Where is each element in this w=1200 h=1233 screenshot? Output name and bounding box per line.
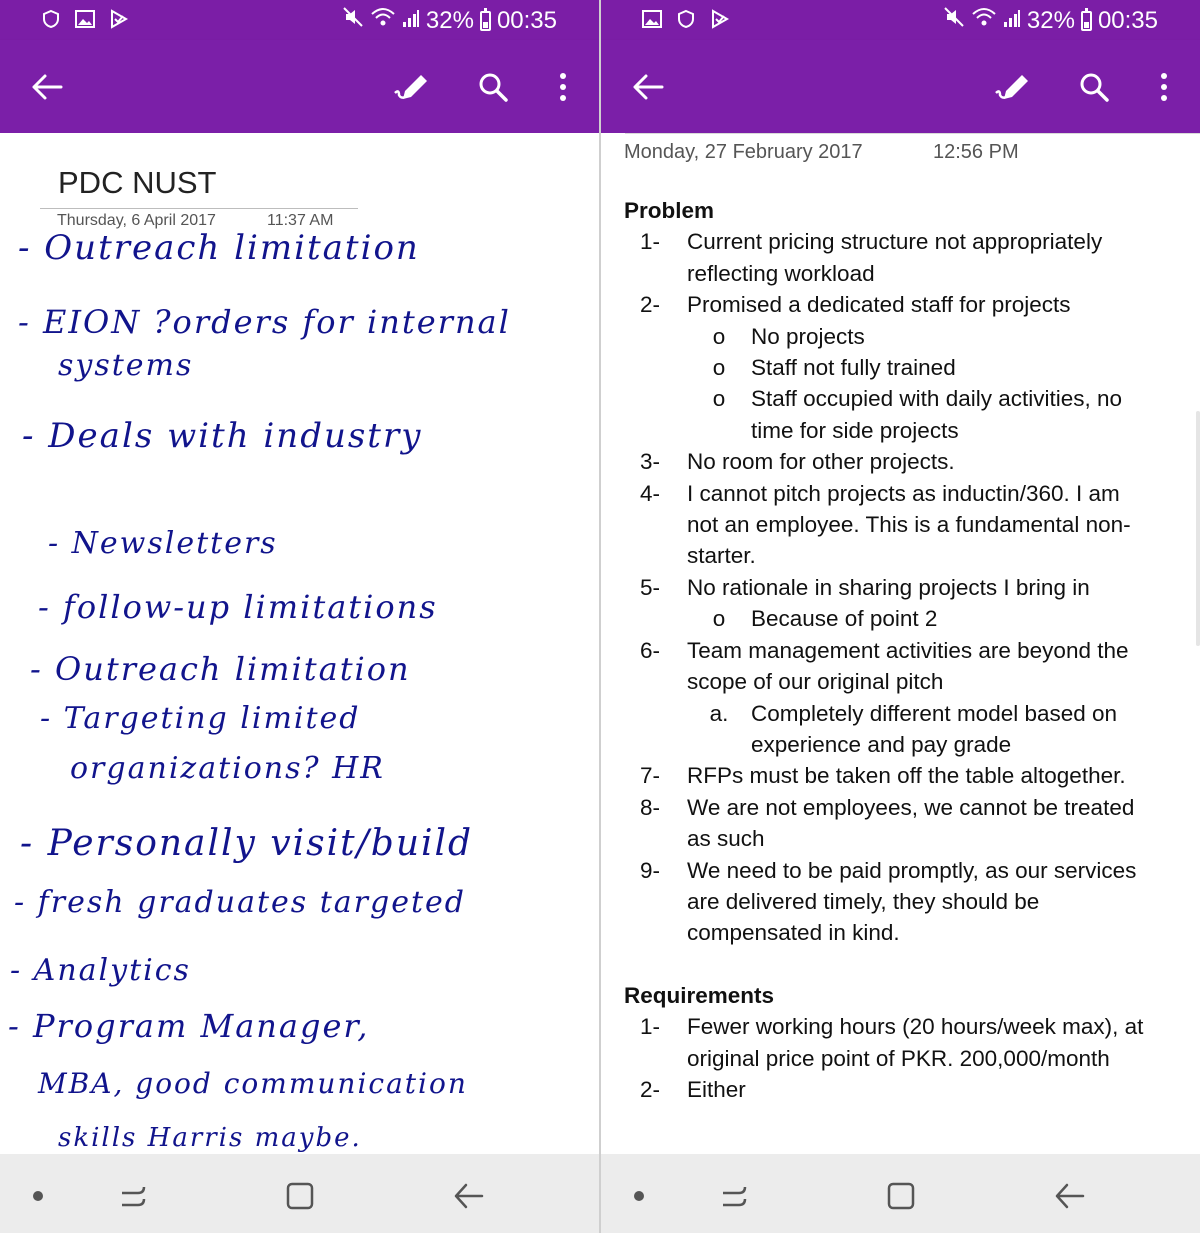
- dot-icon[interactable]: [18, 1176, 58, 1216]
- ink-line: organizations? HR: [70, 751, 385, 786]
- item-number: 1-: [640, 229, 661, 255]
- back-icon[interactable]: [1049, 1176, 1089, 1216]
- list-item: [624, 1074, 1144, 1105]
- system-nav-bar: [601, 1154, 1200, 1233]
- item-text: We need to be paid promptly, as our services are delivered timely, they should be compensated in kind.: [687, 857, 1137, 946]
- note-date: Thursday, 6 April 2017: [57, 212, 216, 229]
- bullet-marker: a.: [709, 700, 729, 726]
- spacer: [624, 949, 1144, 980]
- ink-line: - Newsletters: [48, 526, 278, 561]
- app-toolbar: [0, 40, 599, 133]
- item-number: 8-: [640, 794, 661, 820]
- status-bar: [601, 0, 1200, 40]
- shield-icon: [40, 8, 62, 30]
- note-time: 11:37 AM: [267, 212, 334, 229]
- section-heading: Problem: [624, 198, 715, 223]
- ink-line: - Program Manager,: [8, 1007, 370, 1045]
- note-time: 12:56 PM: [933, 141, 1019, 163]
- list-item: [624, 478, 1144, 572]
- note-date: Monday, 27 February 2017: [624, 141, 863, 163]
- note-canvas[interactable]: [0, 133, 599, 1154]
- item-text: Fewer working hours (20 hours/week max), at original price point of PKR. 200,000/month: [687, 1014, 1144, 1071]
- item-number: 4-: [640, 480, 661, 506]
- ink-line: - Outreach limitation: [30, 650, 411, 688]
- ink-line: - follow-up limitations: [38, 588, 438, 626]
- list-item: [624, 1011, 1144, 1074]
- note-body[interactable]: [624, 195, 1144, 1105]
- item-text: Completely different model based on experience and pay grade: [751, 700, 1118, 757]
- item-text: Team management activities are beyond the scope of our original pitch: [687, 637, 1129, 695]
- bullet-marker: o: [712, 323, 726, 349]
- list-item: [624, 446, 1144, 477]
- shield-icon: [675, 8, 697, 30]
- ink-line: skills Harris maybe.: [58, 1123, 362, 1153]
- search-icon[interactable]: [470, 64, 516, 110]
- bullet-marker: o: [712, 355, 726, 381]
- status-bar: [0, 0, 599, 40]
- battery-percent: 32%: [425, 6, 474, 34]
- item-text: Because of point 2: [751, 606, 938, 632]
- sub-list-item: [624, 352, 1144, 383]
- page-title: PDC NUST: [58, 165, 217, 200]
- note-page[interactable]: [601, 133, 1200, 1154]
- app-toolbar: [601, 40, 1200, 133]
- back-icon[interactable]: [448, 1176, 488, 1216]
- sub-list-item: [624, 321, 1144, 352]
- item-number: 1-: [640, 1014, 661, 1040]
- list-item: [624, 792, 1144, 855]
- system-status: [342, 6, 557, 35]
- check-flag-icon: [108, 8, 130, 30]
- system-status: [943, 6, 1158, 35]
- sub-list-item: [624, 383, 1144, 446]
- item-text: Either: [687, 1076, 746, 1102]
- item-number: 3-: [640, 449, 661, 475]
- right-screen: [601, 0, 1200, 1233]
- sub-list-item: [624, 698, 1144, 761]
- item-text: Promised a dedicated staff for projects: [687, 292, 1071, 318]
- image-icon: [641, 8, 663, 30]
- mute-icon: [342, 6, 364, 35]
- recents-icon[interactable]: [113, 1176, 153, 1216]
- item-number: 6-: [640, 637, 661, 663]
- item-text: I cannot pitch projects as inductin/360. I am not an employee. This is a fundamental non-starter.: [687, 480, 1131, 569]
- ink-line: - fresh graduates targeted: [14, 885, 466, 920]
- ink-line: - Deals with industry: [22, 416, 423, 456]
- item-number: 2-: [640, 292, 661, 318]
- system-nav-bar: [0, 1154, 599, 1233]
- item-text: Current pricing structure not appropriately reflecting workload: [687, 229, 1103, 286]
- item-number: 5-: [640, 574, 661, 600]
- back-arrow-icon[interactable]: [24, 64, 70, 110]
- dot-icon[interactable]: [619, 1176, 659, 1216]
- ink-line: - Outreach limitation: [18, 228, 420, 268]
- pen-icon[interactable]: [388, 64, 434, 110]
- item-number: 7-: [640, 763, 661, 789]
- mute-icon: [943, 6, 965, 35]
- battery-icon: [1081, 11, 1092, 31]
- more-vert-icon[interactable]: [540, 64, 586, 110]
- ink-line: MBA, good communication: [38, 1067, 468, 1100]
- list-item: [624, 855, 1144, 949]
- signal-icon: [402, 7, 420, 35]
- bullet-marker: o: [712, 606, 726, 632]
- battery-percent: 32%: [1026, 6, 1075, 34]
- home-icon[interactable]: [280, 1176, 320, 1216]
- bullet-marker: o: [712, 386, 726, 412]
- pen-icon[interactable]: [989, 64, 1035, 110]
- back-arrow-icon[interactable]: [625, 64, 671, 110]
- list-item: [624, 226, 1144, 289]
- list-item: [624, 635, 1144, 698]
- item-text: No rationale in sharing projects I bring in: [687, 574, 1090, 600]
- left-screen: [0, 0, 599, 1233]
- list-item: [624, 289, 1144, 320]
- search-icon[interactable]: [1071, 64, 1117, 110]
- ink-line: - Targeting limited: [40, 701, 361, 736]
- item-text: RFPs must be taken off the table altogether.: [687, 763, 1126, 789]
- title-divider: [40, 208, 358, 209]
- ink-line: - Analytics: [10, 953, 191, 988]
- item-text: No room for other projects.: [687, 449, 955, 475]
- sub-list-item: [624, 603, 1144, 634]
- clock: 00:35: [1097, 6, 1158, 34]
- item-number: 2-: [640, 1076, 661, 1102]
- section-heading: Requirements: [624, 982, 775, 1008]
- notification-icons: [641, 8, 731, 30]
- wifi-icon: [370, 6, 396, 35]
- item-number: 9-: [640, 857, 661, 883]
- item-text: Staff occupied with daily activities, no time for side projects: [751, 386, 1123, 443]
- ink-line: systems: [58, 348, 194, 383]
- signal-icon: [1003, 7, 1021, 35]
- clock: 00:35: [496, 6, 557, 34]
- item-text: No projects: [751, 323, 865, 349]
- ink-line: - Personally visit/build: [20, 823, 474, 864]
- battery-icon: [480, 11, 491, 31]
- more-vert-icon[interactable]: [1141, 64, 1187, 110]
- ink-line: - EION ?orders for internal: [18, 303, 511, 341]
- check-flag-icon: [709, 8, 731, 30]
- notification-icons: [40, 8, 130, 30]
- item-text: We are not employees, we cannot be treated as such: [687, 794, 1135, 852]
- item-text: Staff not fully trained: [751, 355, 956, 381]
- home-icon[interactable]: [881, 1176, 921, 1216]
- wifi-icon: [971, 6, 997, 35]
- list-item: [624, 572, 1144, 603]
- list-item: [624, 760, 1144, 791]
- recents-icon[interactable]: [714, 1176, 754, 1216]
- title-divider: [625, 133, 1200, 134]
- scroll-handle[interactable]: [1196, 411, 1200, 646]
- image-icon: [74, 8, 96, 30]
